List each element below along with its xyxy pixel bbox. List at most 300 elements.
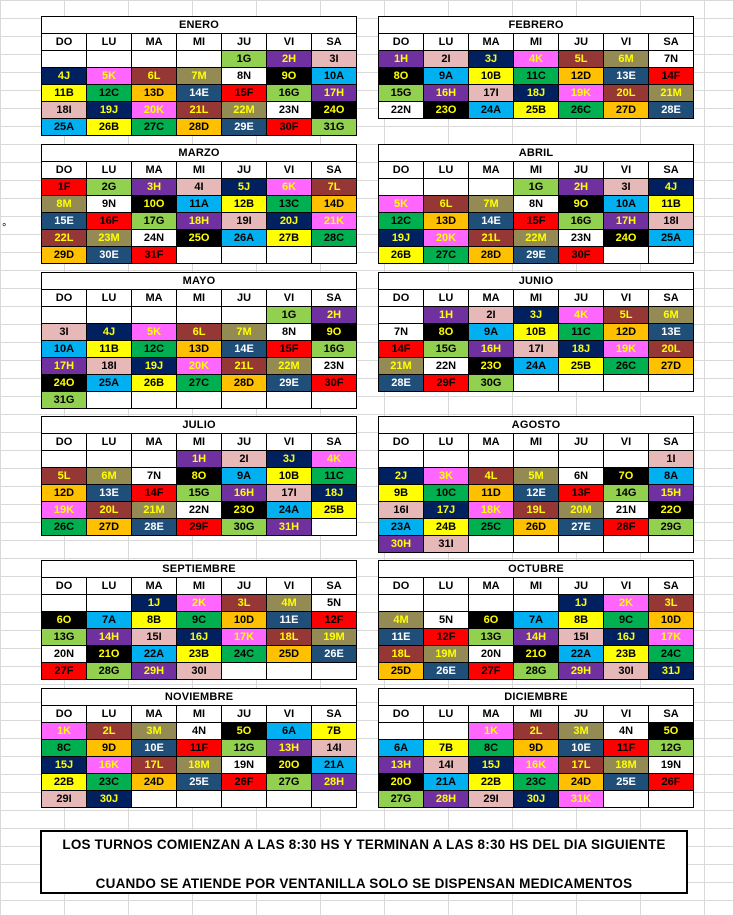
day-cell: 25A [649, 230, 694, 247]
month-name: AGOSTO [379, 417, 694, 434]
day-cell: 31I [424, 536, 469, 553]
day-cell: 23B [604, 646, 649, 663]
day-cell: 13G [42, 629, 87, 646]
day-cell: 3J [514, 307, 559, 324]
day-cell: 11D [469, 485, 514, 502]
day-cell: 9D [514, 740, 559, 757]
day-cell: 14I [312, 740, 357, 757]
day-header: JU [222, 290, 267, 307]
day-cell: 15F [514, 213, 559, 230]
footer-notice-box [40, 830, 688, 894]
empty-day-cell [424, 451, 469, 468]
day-header: LU [424, 162, 469, 179]
day-header: LU [87, 290, 132, 307]
day-cell: 24O [42, 375, 87, 392]
day-cell: 17L [132, 757, 177, 774]
day-cell: 6A [379, 740, 424, 757]
day-cell: 27B [267, 230, 312, 247]
day-header: MA [469, 578, 514, 595]
day-cell: 16K [87, 757, 132, 774]
day-header: JU [559, 162, 604, 179]
day-cell: 31H [267, 519, 312, 536]
day-cell: 28G [514, 663, 559, 680]
day-cell: 17H [42, 358, 87, 375]
month-table-noviembre [41, 688, 357, 808]
day-cell: 15I [559, 629, 604, 646]
day-cell: 30I [177, 663, 222, 680]
day-cell: 13F [559, 485, 604, 502]
day-cell: 14H [514, 629, 559, 646]
day-cell: 23M [87, 230, 132, 247]
day-cell: 18H [177, 213, 222, 230]
day-cell: 9B [379, 485, 424, 502]
day-header: LU [424, 706, 469, 723]
day-header: MA [469, 162, 514, 179]
day-header: VI [267, 162, 312, 179]
day-cell: 19N [222, 757, 267, 774]
day-cell: 31F [132, 247, 177, 264]
day-cell: 28D [177, 119, 222, 136]
day-cell: 26F [222, 774, 267, 791]
day-header: DO [42, 578, 87, 595]
day-cell: 23N [559, 230, 604, 247]
day-cell: 3J [267, 451, 312, 468]
day-cell: 13H [267, 740, 312, 757]
empty-day-cell [604, 536, 649, 553]
day-cell: 22L [42, 230, 87, 247]
empty-day-cell [514, 595, 559, 612]
day-cell: 30F [267, 119, 312, 136]
day-header: SA [649, 578, 694, 595]
day-cell: 14E [177, 85, 222, 102]
day-cell: 25D [267, 646, 312, 663]
day-cell: 12B [222, 196, 267, 213]
empty-day-cell [267, 247, 312, 264]
day-cell: 22M [514, 230, 559, 247]
day-header: VI [604, 706, 649, 723]
day-cell: 1F [42, 179, 87, 196]
day-cell: 12C [87, 85, 132, 102]
day-cell: 4J [87, 324, 132, 341]
day-header: VI [267, 34, 312, 51]
day-cell: 3K [424, 468, 469, 485]
day-cell: 9O [267, 68, 312, 85]
day-cell: 8O [424, 324, 469, 341]
day-cell: 30G [222, 519, 267, 536]
day-cell: 5K [87, 68, 132, 85]
day-cell: 27D [649, 358, 694, 375]
empty-day-cell [267, 791, 312, 808]
day-cell: 26B [132, 375, 177, 392]
day-cell: 13D [424, 213, 469, 230]
day-cell: 8B [132, 612, 177, 629]
day-cell: 23A [379, 519, 424, 536]
day-cell: 2J [379, 468, 424, 485]
day-cell: 23B [177, 646, 222, 663]
day-header: SA [649, 34, 694, 51]
day-cell: 20O [379, 774, 424, 791]
day-cell: 10A [604, 196, 649, 213]
month-table-mayo [41, 272, 357, 409]
empty-day-cell [42, 451, 87, 468]
day-cell: 15F [267, 341, 312, 358]
day-header: SA [649, 706, 694, 723]
day-cell: 5L [604, 307, 649, 324]
day-cell: 21L [469, 230, 514, 247]
day-header: SA [649, 162, 694, 179]
day-cell: 4M [267, 595, 312, 612]
day-cell: 26B [87, 119, 132, 136]
day-cell: 2H [312, 307, 357, 324]
day-cell: 27C [132, 119, 177, 136]
day-cell: 31J [649, 663, 694, 680]
day-cell: 22N [177, 502, 222, 519]
empty-day-cell [177, 247, 222, 264]
day-cell: 27F [42, 663, 87, 680]
month-name: MAYO [42, 273, 357, 290]
day-cell: 25B [312, 502, 357, 519]
month-name: FEBRERO [379, 17, 694, 34]
day-cell: 30J [514, 791, 559, 808]
empty-day-cell [379, 307, 424, 324]
day-cell: 23C [514, 774, 559, 791]
day-cell: 2L [87, 723, 132, 740]
month-name: JUNIO [379, 273, 694, 290]
day-cell: 1H [424, 307, 469, 324]
day-cell: 10D [649, 612, 694, 629]
day-cell: 25B [514, 102, 559, 119]
day-cell: 16G [267, 85, 312, 102]
month-table-diciembre [378, 688, 694, 808]
day-cell: 21L [222, 358, 267, 375]
day-cell: 2I [469, 307, 514, 324]
day-cell: 18J [559, 341, 604, 358]
day-cell: 13D [177, 341, 222, 358]
empty-day-cell [312, 791, 357, 808]
day-cell: 15G [379, 85, 424, 102]
day-cell: 16G [312, 341, 357, 358]
day-cell: 19J [132, 358, 177, 375]
day-header: JU [559, 578, 604, 595]
day-cell: 15G [424, 341, 469, 358]
day-header: DO [42, 290, 87, 307]
day-cell: 9A [222, 468, 267, 485]
day-header: LU [87, 434, 132, 451]
day-header: LU [424, 34, 469, 51]
day-cell: 18L [267, 629, 312, 646]
month-name: MARZO [42, 145, 357, 162]
day-cell: 25A [42, 119, 87, 136]
empty-day-cell [469, 179, 514, 196]
empty-day-cell [42, 51, 87, 68]
day-cell: 15G [177, 485, 222, 502]
day-cell: 8N [514, 196, 559, 213]
day-cell: 1J [132, 595, 177, 612]
day-cell: 1H [177, 451, 222, 468]
day-header: VI [604, 34, 649, 51]
day-cell: 5K [379, 196, 424, 213]
day-header: VI [604, 162, 649, 179]
day-cell: 15J [42, 757, 87, 774]
day-cell: 24A [514, 358, 559, 375]
day-cell: 7A [87, 612, 132, 629]
day-cell: 7N [649, 51, 694, 68]
day-cell: 29D [42, 247, 87, 264]
day-cell: 4K [559, 307, 604, 324]
day-header: VI [267, 578, 312, 595]
day-cell: 6M [87, 468, 132, 485]
day-cell: 6O [42, 612, 87, 629]
day-cell: 8N [267, 324, 312, 341]
day-cell: 26C [42, 519, 87, 536]
empty-day-cell [177, 791, 222, 808]
day-cell: 20N [42, 646, 87, 663]
day-cell: 29E [222, 119, 267, 136]
day-cell: 12C [379, 213, 424, 230]
day-cell: 26D [514, 519, 559, 536]
day-cell: 3I [604, 179, 649, 196]
day-cell: 4K [312, 451, 357, 468]
day-cell: 14E [222, 341, 267, 358]
day-cell: 20O [267, 757, 312, 774]
day-cell: 31K [559, 791, 604, 808]
day-cell: 30E [87, 247, 132, 264]
day-cell: 24D [559, 774, 604, 791]
month-table-octubre [378, 560, 694, 680]
day-cell: 29I [469, 791, 514, 808]
day-cell: 28E [379, 375, 424, 392]
footer-line-hours: LOS TURNOS COMIENZAN A LAS 8:30 HS Y TERMINAN A LAS 8:30 HS DEL DIA SIGUIENTE [62, 837, 666, 852]
day-header: DO [42, 434, 87, 451]
day-cell: 27C [177, 375, 222, 392]
day-header: JU [222, 162, 267, 179]
day-cell: 25A [87, 375, 132, 392]
day-cell: 1G [267, 307, 312, 324]
day-header: DO [379, 34, 424, 51]
empty-day-cell [469, 451, 514, 468]
day-header: MI [514, 162, 559, 179]
day-cell: 6N [559, 468, 604, 485]
day-header: LU [87, 162, 132, 179]
empty-day-cell [604, 375, 649, 392]
empty-day-cell [132, 51, 177, 68]
day-cell: 1I [649, 451, 694, 468]
day-cell: 22N [379, 102, 424, 119]
day-cell: 27D [87, 519, 132, 536]
day-cell: 1K [42, 723, 87, 740]
day-cell: 24A [469, 102, 514, 119]
empty-day-cell [87, 51, 132, 68]
day-header: JU [222, 706, 267, 723]
day-cell: 23O [424, 102, 469, 119]
empty-day-cell [312, 663, 357, 680]
day-cell: 9C [604, 612, 649, 629]
empty-day-cell [379, 451, 424, 468]
day-cell: 3L [649, 595, 694, 612]
day-cell: 9A [469, 324, 514, 341]
day-cell: 27D [604, 102, 649, 119]
day-header: MA [469, 706, 514, 723]
day-header: SA [312, 34, 357, 51]
day-cell: 12D [604, 324, 649, 341]
day-cell: 26C [559, 102, 604, 119]
day-cell: 1G [514, 179, 559, 196]
day-cell: 13E [604, 68, 649, 85]
day-cell: 15J [469, 757, 514, 774]
day-cell: 17L [559, 757, 604, 774]
day-cell: 27E [559, 519, 604, 536]
day-cell: 19M [424, 646, 469, 663]
day-cell: 21O [514, 646, 559, 663]
stray-degree-mark: ° [2, 222, 7, 234]
day-cell: 18J [514, 85, 559, 102]
day-cell: 21N [604, 502, 649, 519]
day-cell: 3J [469, 51, 514, 68]
day-cell: 23N [267, 102, 312, 119]
day-cell: 13G [469, 629, 514, 646]
day-cell: 6M [604, 51, 649, 68]
day-cell: 10B [267, 468, 312, 485]
day-cell: 29H [559, 663, 604, 680]
day-cell: 2G [87, 179, 132, 196]
empty-day-cell [559, 451, 604, 468]
empty-day-cell [267, 663, 312, 680]
day-cell: 24C [649, 646, 694, 663]
day-header: VI [604, 290, 649, 307]
day-cell: 28H [312, 774, 357, 791]
month-table-septiembre [41, 560, 357, 680]
day-cell: 29E [514, 247, 559, 264]
day-cell: 28D [469, 247, 514, 264]
day-header: DO [379, 162, 424, 179]
empty-day-cell [87, 451, 132, 468]
day-header: MA [469, 290, 514, 307]
day-cell: 24O [604, 230, 649, 247]
day-cell: 21L [177, 102, 222, 119]
month-name: ENERO [42, 17, 357, 34]
month-table-agosto [378, 416, 694, 553]
day-cell: 14F [649, 68, 694, 85]
day-header: JU [222, 434, 267, 451]
day-cell: 7B [424, 740, 469, 757]
footer-line-window: CUANDO SE ATIENDE POR VENTANILLA SOLO SE DISPENSAN MEDICAMENTOS [95, 876, 633, 891]
day-cell: 29F [177, 519, 222, 536]
day-cell: 16J [177, 629, 222, 646]
day-cell: 14H [87, 629, 132, 646]
month-name: SEPTIEMBRE [42, 561, 357, 578]
day-cell: 15I [132, 629, 177, 646]
day-cell: 17K [649, 629, 694, 646]
day-header: MI [514, 706, 559, 723]
day-cell: 24D [132, 774, 177, 791]
day-cell: 21K [312, 213, 357, 230]
day-header: SA [649, 434, 694, 451]
day-header: MA [132, 34, 177, 51]
day-cell: 23N [312, 358, 357, 375]
empty-day-cell [379, 179, 424, 196]
day-cell: 11E [267, 612, 312, 629]
day-header: MA [469, 434, 514, 451]
day-cell: 7O [604, 468, 649, 485]
day-cell: 9O [312, 324, 357, 341]
day-cell: 28F [604, 519, 649, 536]
day-cell: 20K [424, 230, 469, 247]
day-header: VI [267, 290, 312, 307]
day-cell: 11C [559, 324, 604, 341]
day-cell: 7B [312, 723, 357, 740]
empty-day-cell [267, 392, 312, 409]
day-cell: 19J [379, 230, 424, 247]
day-header: SA [312, 578, 357, 595]
day-cell: 7N [379, 324, 424, 341]
day-cell: 28E [649, 102, 694, 119]
day-cell: 13H [379, 757, 424, 774]
day-cell: 18I [649, 213, 694, 230]
day-cell: 16H [469, 341, 514, 358]
month-name: DICIEMBRE [379, 689, 694, 706]
day-cell: 20L [649, 341, 694, 358]
day-cell: 1K [469, 723, 514, 740]
day-cell: 10A [42, 341, 87, 358]
day-cell: 11A [177, 196, 222, 213]
day-cell: 16J [604, 629, 649, 646]
day-cell: 28H [424, 791, 469, 808]
day-cell: 30I [604, 663, 649, 680]
empty-day-cell [42, 595, 87, 612]
empty-day-cell [87, 595, 132, 612]
day-cell: 12E [514, 485, 559, 502]
day-header: JU [559, 706, 604, 723]
day-cell: 23O [222, 502, 267, 519]
day-cell: 10E [559, 740, 604, 757]
day-cell: 21M [132, 502, 177, 519]
day-header: DO [379, 578, 424, 595]
day-header: JU [559, 434, 604, 451]
day-cell: 6O [469, 612, 514, 629]
day-header: MA [469, 34, 514, 51]
day-cell: 8A [649, 468, 694, 485]
day-cell: 18M [604, 757, 649, 774]
day-cell: 26E [424, 663, 469, 680]
day-cell: 6M [649, 307, 694, 324]
day-cell: 9O [559, 196, 604, 213]
empty-day-cell [379, 723, 424, 740]
day-cell: 17G [132, 213, 177, 230]
day-cell: 18J [312, 485, 357, 502]
empty-day-cell [222, 247, 267, 264]
day-cell: 17I [514, 341, 559, 358]
day-cell: 19K [559, 85, 604, 102]
day-cell: 15F [222, 85, 267, 102]
day-cell: 5O [649, 723, 694, 740]
day-cell: 2I [424, 51, 469, 68]
empty-day-cell [469, 536, 514, 553]
day-cell: 16H [222, 485, 267, 502]
empty-day-cell [177, 51, 222, 68]
day-cell: 11B [87, 341, 132, 358]
month-table-marzo [41, 144, 357, 264]
day-header: MI [177, 162, 222, 179]
empty-day-cell [312, 519, 357, 536]
day-cell: 14F [132, 485, 177, 502]
day-header: MA [132, 434, 177, 451]
day-cell: 14F [379, 341, 424, 358]
day-cell: 14D [312, 196, 357, 213]
day-cell: 25O [177, 230, 222, 247]
day-cell: 15H [649, 485, 694, 502]
day-cell: 10B [514, 324, 559, 341]
day-cell: 20M [559, 502, 604, 519]
